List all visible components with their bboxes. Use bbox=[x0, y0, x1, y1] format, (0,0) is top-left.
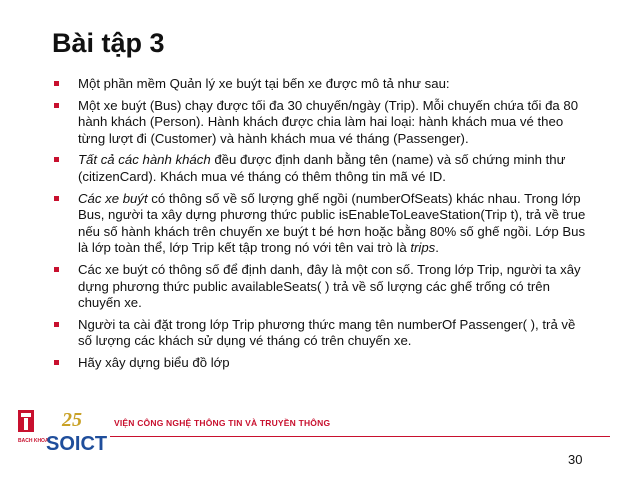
bullet-marker bbox=[54, 196, 59, 201]
bullet-text-emphasis: Các xe buýt bbox=[78, 190, 148, 206]
institute-name: VIỆN CÔNG NGHỆ THÔNG TIN VÀ TRUYỀN THÔNG bbox=[114, 418, 331, 428]
logo-number: 25 bbox=[62, 409, 82, 431]
footer-divider bbox=[110, 436, 610, 437]
bullet-text-emphasis: trips bbox=[410, 240, 436, 256]
bullet-text: Hãy xây dựng biểu đồ lớp bbox=[78, 354, 230, 370]
bullet-text: Người ta cài đặt trong lớp Trip phương thức mang tên numberOf Passenger( ), trả về số lượng các khách sử dụng vé tháng có trên chuyến xe. bbox=[78, 316, 576, 349]
bullet-item bbox=[52, 317, 592, 350]
bullet-item bbox=[52, 152, 592, 185]
bullet-marker bbox=[54, 103, 59, 108]
soict-logo-graphic bbox=[16, 404, 108, 466]
logo-text: SOICT bbox=[46, 433, 108, 455]
bullet-text: . bbox=[435, 240, 439, 256]
bullet-item bbox=[52, 191, 592, 257]
soict-logo bbox=[16, 404, 108, 466]
bullet-item bbox=[52, 262, 592, 312]
bullet-text: có thông số về số lượng ghế ngồi (numberOfSeats) khác nhau. Trong lớp Bus, người ta xây dựng phương thức public isEnableToLeaveStation(Trip t), trả về true nếu số hành khách trên chuyến xe buýt t bé hơn hoặc bằng 80% số ghế ngồi. Lớp Bus là lớp toàn thể, lớp Trip kết tập trong nó với tên vai trò là bbox=[78, 190, 586, 256]
bullet-marker bbox=[54, 322, 59, 327]
logo-small-text: BACH KHOA bbox=[18, 438, 49, 444]
bullet-marker bbox=[54, 360, 59, 365]
page-number: 30 bbox=[568, 452, 583, 467]
bullet-list bbox=[52, 76, 592, 377]
footer bbox=[0, 396, 638, 478]
bullet-marker bbox=[54, 81, 59, 86]
bullet-item bbox=[52, 98, 592, 148]
bullet-marker bbox=[54, 267, 59, 272]
bullet-text: Các xe buýt có thông số để định danh, đây là một con số. Trong lớp Trip, người ta xây dựng phương thức public availableSeats( ) trả về số lượng các ghế trống có trên chuyến xe. bbox=[78, 261, 581, 311]
bullet-text-emphasis: Tất cả các hành khách bbox=[78, 152, 211, 168]
bullet-item bbox=[52, 76, 592, 93]
bullet-text: Một xe buýt (Bus) chạy được tối đa 30 chuyến/ngày (Trip). Mỗi chuyến chứa tối đa 80 hành khách (Person). Hành khách được chia làm hai loại: hành khách mua vé theo từng lượt đi (Customer) và hành khách mua vé tháng (Passenger). bbox=[78, 97, 579, 146]
slide-title: Bài tập 3 bbox=[52, 28, 165, 58]
bullet-item bbox=[52, 355, 592, 372]
bullet-marker bbox=[54, 157, 59, 162]
bullet-text: Một phần mềm Quản lý xe buýt tại bến xe được mô tả như sau: bbox=[78, 76, 450, 91]
bullet-text: đều được định danh bằng tên (name) và số chứng minh thư (citizenCard). Khách mua vé tháng có thêm thông tin mã vé ID. bbox=[78, 152, 566, 184]
